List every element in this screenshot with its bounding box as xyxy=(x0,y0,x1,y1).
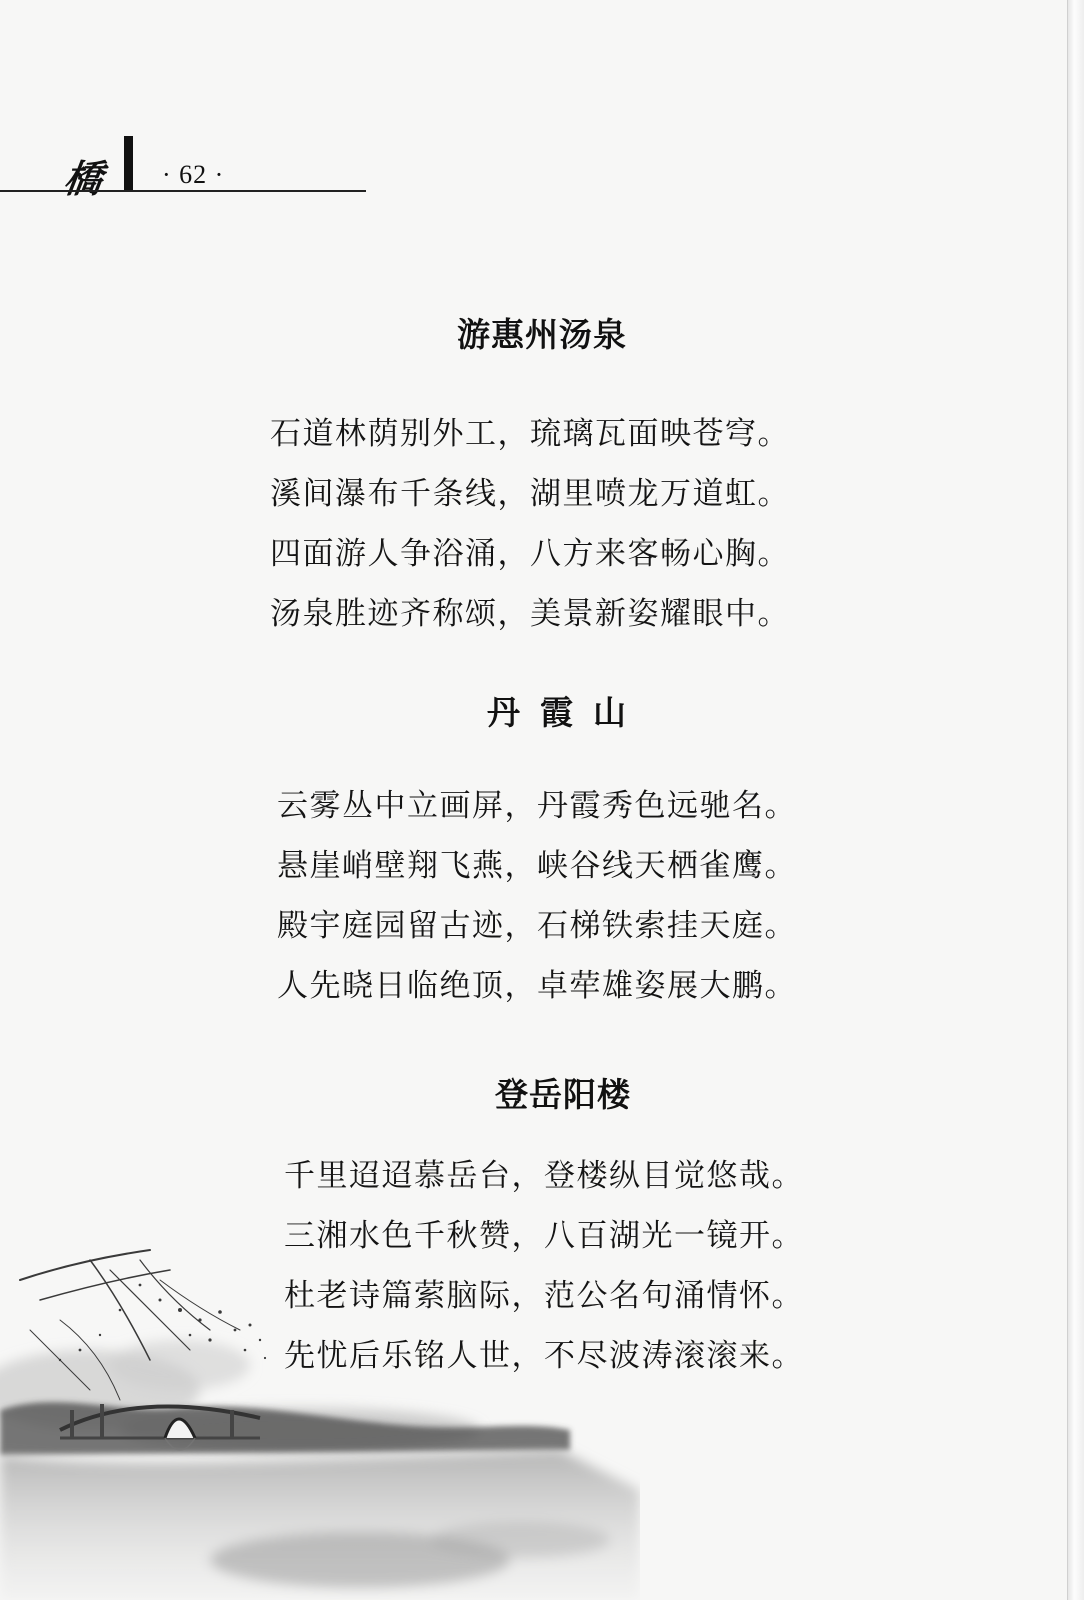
header-calligraphy-mark: 橋 xyxy=(60,156,106,201)
header-rule xyxy=(0,190,366,192)
poem-line: 三湘水色千秋赞，八百湖光一镜开。 xyxy=(284,1218,804,1254)
poem-line: 杜老诗篇萦脑际，范公名句涌情怀。 xyxy=(284,1278,804,1314)
poem-title: 丹霞山 xyxy=(487,693,646,732)
poem-line: 殿宇庭园留古迹，石梯铁索挂天庭。 xyxy=(277,908,797,944)
page-number: · 62 · xyxy=(162,160,225,189)
poem-body xyxy=(270,404,790,644)
poem-title: 游惠州汤泉 xyxy=(457,315,627,354)
poem-line: 人先晓日临绝顶，卓荦雄姿展大鹏。 xyxy=(277,968,797,1004)
poem-line: 先忧后乐铭人世，不尽波涛滚滚来。 xyxy=(284,1338,804,1374)
poem-line: 石道林荫别外工，琉璃瓦面映苍穹。 xyxy=(270,416,790,452)
poem-line: 四面游人争浴涌，八方来客畅心胸。 xyxy=(270,536,790,572)
poem-body xyxy=(277,776,797,1016)
poem-line: 悬崖峭壁翔飞燕，峡谷线天栖雀鹰。 xyxy=(277,848,797,884)
poem-line: 云雾丛中立画屏，丹霞秀色远驰名。 xyxy=(277,788,797,824)
header-vertical-bar xyxy=(124,136,133,192)
poem-line: 千里迢迢慕岳台，登楼纵目觉悠哉。 xyxy=(284,1158,804,1194)
ink-wash-landscape-icon xyxy=(0,1240,640,1600)
page-header xyxy=(0,130,370,201)
page-edge xyxy=(1067,0,1084,1600)
water-wash xyxy=(0,1450,640,1600)
poem-line: 溪间瀑布千条线，湖里喷龙万道虹。 xyxy=(270,476,790,512)
poem-line: 汤泉胜迹齐称颂，美景新姿耀眼中。 xyxy=(270,596,790,632)
poem-title: 登岳阳楼 xyxy=(495,1075,631,1114)
